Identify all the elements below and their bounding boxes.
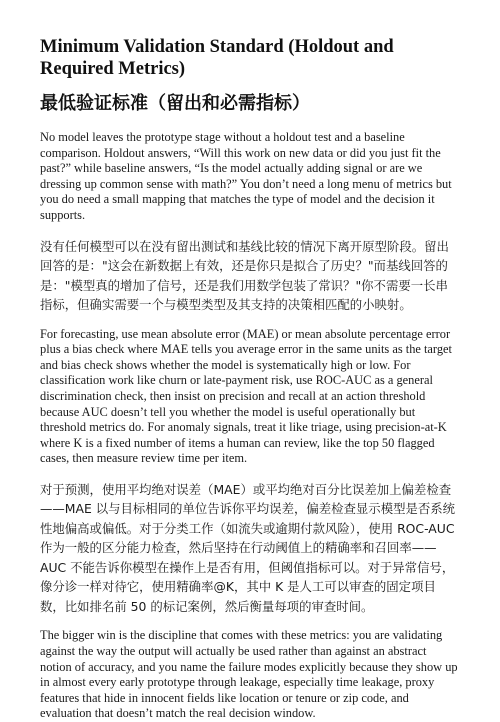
paragraph-holdout-en: No model leaves the prototype stage without a holdout test and a baseline comparison. Holdout answers, “Will this work on new data or did you just fit the past?” while baseline answers, “Is the model actually adding signal or are we dressing up common sense with math?” You don’t need a long menu of metrics but you do need a small mapping that matches the type of model and the decision it supports. — [40, 130, 452, 222]
paragraph-discipline-en: The bigger win is the discipline that comes with these metrics: you are validating against the way the output will actually be used rather than against an abstract notion of accuracy, and you name the failure modes explicitly because they show up in almost every early prototype through leakage, especially time leakage, proxy features that hide in innocent fields like location or tenure or zip code, and evaluation that doesn’t match the real decision window. — [40, 628, 458, 721]
document-title-en: Minimum Validation Standard (Holdout and Required Metrics) — [40, 37, 394, 79]
paragraph-metrics-zh: 对于预测，使用平均绝对误差（MAE）或平均绝对百分比误差加上偏差检查——MAE 以与目标相同的单位告诉你平均误差，偏差检查显示模型是否系统性地偏高或偏低。对于分类工作（如流失或逾期付款风险），使用 ROC-AUC 作为一般的区分能力检查，然后坚持在行动阈值上的精确率和召回率——AUC 不能告诉你模型在操作上是否有用，但阈值指标可以。对于异常信号，像分诊一样对待它，使用精确率@K，其中 K 是人工可以审查的固定项目数，比如排名前 50 的标记案例，然后衡量每项的审查时间。 — [40, 481, 456, 614]
paragraph-holdout-zh: 没有任何模型可以在没有留出测试和基线比较的情况下离开原型阶段。留出回答的是："这会在新数据上有效，还是你只是拟合了历史？"而基线回答的是："模型真的增加了信号，还是我们用数学包装了常识？"你不需要一长串指标，但确实需要一个与模型类型及其支持的决策相匹配的小映射。 — [40, 238, 449, 313]
paragraph-metrics-en: For forecasting, use mean absolute error (MAE) or mean absolute percentage error plus a bias check where MAE tells you average error in the same units as the target and bias check shows whether the model is systematically high or low. For classification work like churn or late-payment risk, use ROC-AUC as a general discrimination check, then insist on precision and recall at an action threshold because AUC doesn’t tell you whether the model is useful operationally but threshold metrics do. For anomaly signals, treat it like triage, using precision-at-K where K is a fixed number of items a human can review, like the top 50 flagged cases, then measure review time per item. — [40, 326, 452, 466]
document-title-zh: 最低验证标准（留出和必需指标） — [40, 93, 310, 114]
